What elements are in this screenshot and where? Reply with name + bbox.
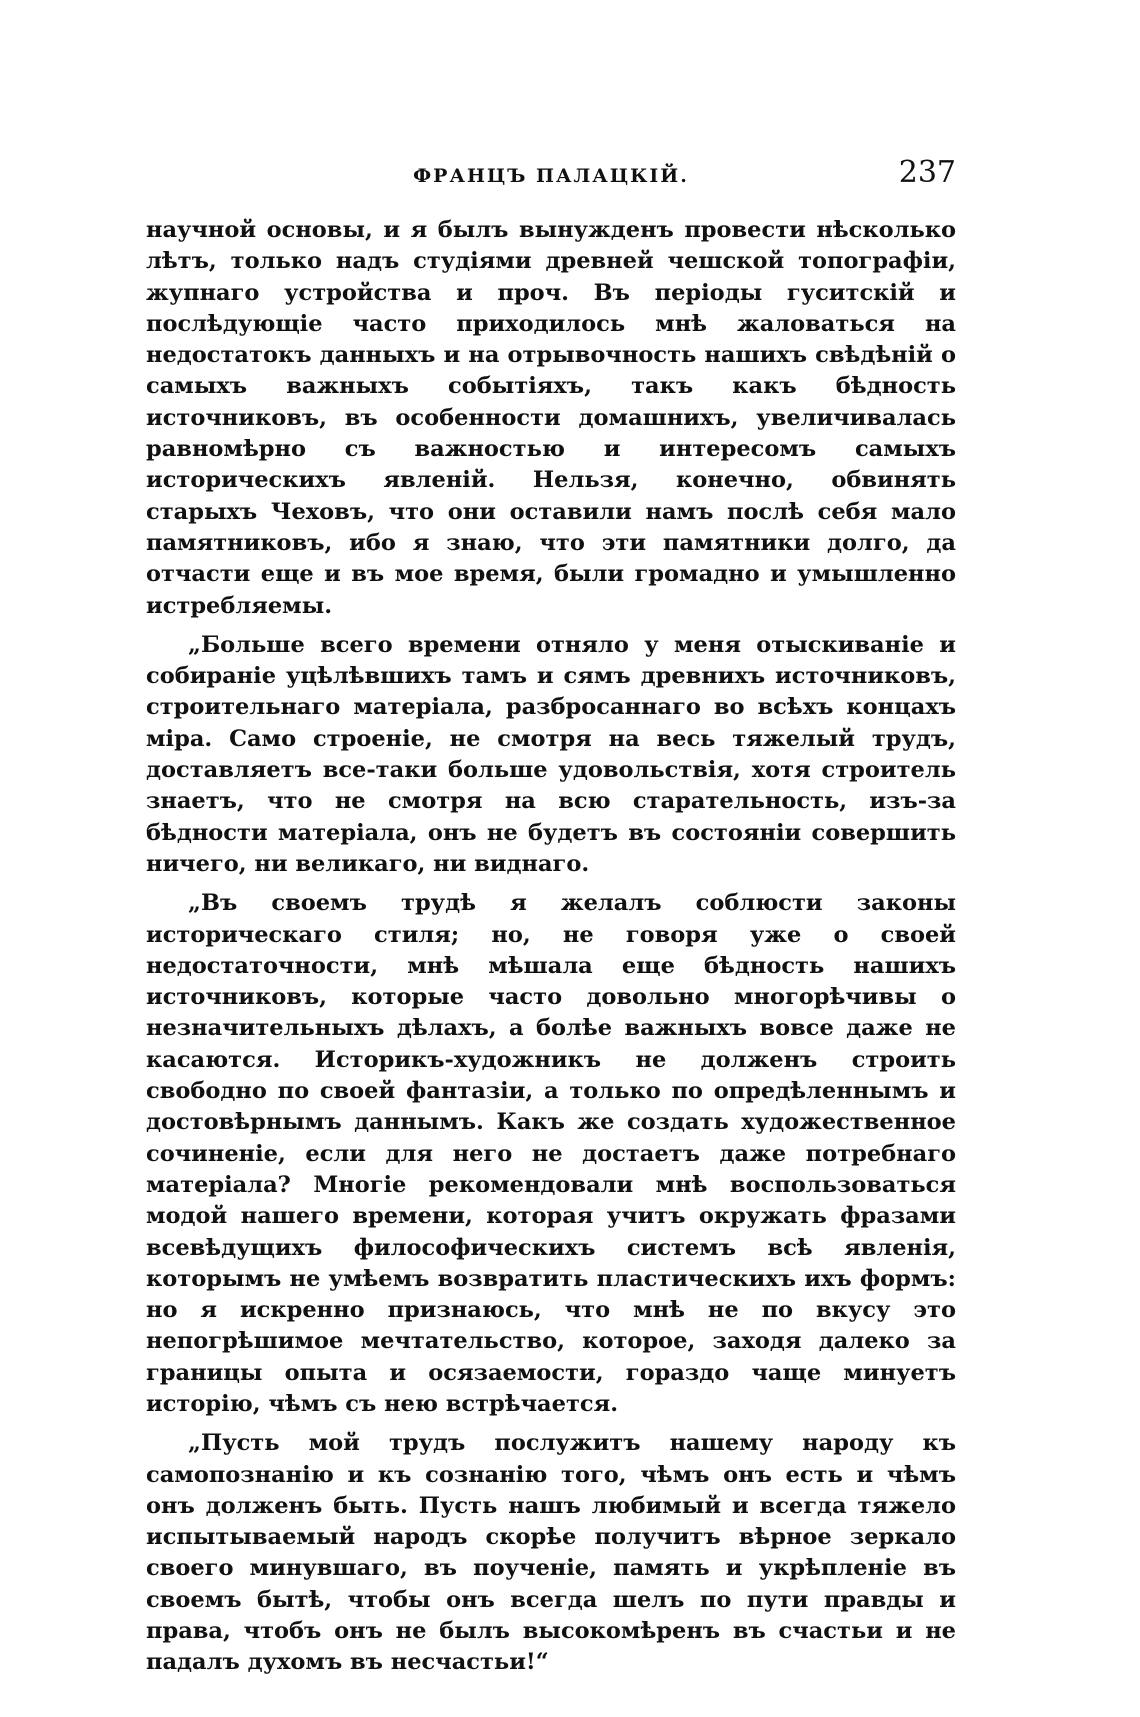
paragraph-1: научной основы, и я былъ вынужденъ провести нѣсколько лѣтъ, только надъ студіями древней чешской топографіи, жупнаго устройства и проч. Въ періоды гуситскій и послѣдующіе часто приходилось мнѣ жаловаться на недостатокъ данныхъ и на отрывочность нашихъ свѣдѣній о самыхъ важныхъ событіяхъ, такъ какъ бѣдность источниковъ, въ особенности домашнихъ, увеличивалась равномѣрно съ важностью и интересомъ самыхъ историческихъ явленій. Нельзя, конечно, обвинять старыхъ Чеховъ, что они оставили намъ послѣ себя мало памятниковъ, ибо я знаю, что эти памятники долго, да отчасти еще и въ мое время, были громадно и умышленно истребляемы.	[146, 217, 956, 619]
page-header	[146, 155, 956, 199]
paragraph-4: „Пусть мой трудъ послужитъ нашему народу къ самопознанію и къ сознанію того, чѣмъ онъ есть и чѣмъ онъ долженъ быть. Пусть нашъ любимый и всегда тяжело испытываемый народъ скорѣе получитъ вѣрное зеркало своего минувшаго, въ поученіе, память и укрѣпленіе въ своемъ бытѣ, чтобы онъ всегда шелъ по пути правды и права, чтобъ онъ не былъ высокомѣренъ въ счастьи и не падалъ духомъ въ несчастьи!“	[146, 1430, 956, 1676]
page-number: 237	[898, 155, 956, 190]
running-title: ФРАНЦЪ ПАЛАЦКІЙ.	[413, 165, 689, 187]
paragraph-2: „Больше всего времени отняло у меня отыскиваніе и собираніе уцѣлѣвшихъ тамъ и сямъ древнихъ источниковъ, строительнаго матеріала, разбросаннаго во всѣхъ концахъ міра. Само строеніе, не смотря на весь тяжелый трудъ, доставляетъ все-таки больше удовольствія, хотя строитель знаетъ, что не смотря на всю старательность, изъ-за бѣдности матеріала, онъ не будетъ въ состояніи совершить ничего, ни великаго, ни виднаго.	[146, 631, 956, 877]
paragraph-3: „Въ своемъ трудѣ я желалъ соблюсти законы историческаго стиля; но, не говоря уже о своей недостаточности, мнѣ мѣшала еще бѣдность нашихъ источниковъ, которые часто довольно многорѣчивы о незначительныхъ дѣлахъ, а болѣе важныхъ вовсе даже не касаются. Историкъ-художникъ не долженъ строить свободно по своей фантазіи, а только по опредѣленнымъ и достовѣрнымъ даннымъ. Какъ же создать художественное сочиненіе, если для него не достаетъ даже потребнаго матеріала? Многіе рекомендовали мнѣ воспользоваться модой нашего времени, которая учитъ окружать фразами всевѣдущихъ философическихъ системъ всѣ явленія, которымъ не умѣемъ возвратить пластическихъ ихъ формъ: но я искренно признаюсь, что мнѣ не по вкусу это непогрѣшимое мечтательство, которое, заходя далеко за границы опыта и осязаемости, гораздо чаще минуетъ исторію, чѣмъ съ нею встрѣчается.	[146, 890, 956, 1417]
body-text	[146, 215, 956, 1687]
